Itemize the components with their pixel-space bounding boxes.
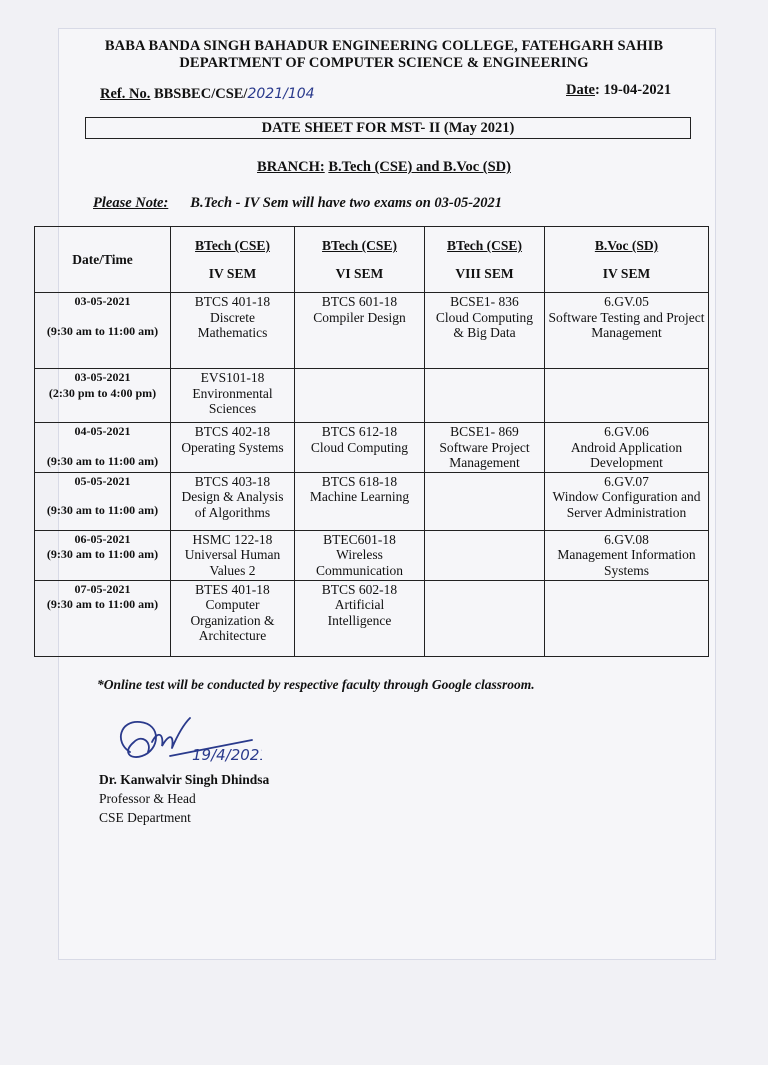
exam-date: 06-05-2021 xyxy=(74,531,131,546)
date-value: : 19-04-2021 xyxy=(595,82,672,98)
table-row xyxy=(35,293,709,369)
table-row xyxy=(35,369,709,423)
exam-date: 03-05-2021 xyxy=(74,294,131,308)
subject-cell xyxy=(425,580,545,656)
subject-cell: HSMC 122-18 Universal Human Values 2 xyxy=(171,530,295,580)
date-sheet-table xyxy=(34,226,709,657)
online-test-note: *Online test will be conducted by respective faculty through Google classroom. xyxy=(97,677,535,692)
table-header-row xyxy=(35,227,709,293)
exam-time: (9:30 am to 11:00 am) xyxy=(46,323,159,338)
ref-handwritten: 2021/104 xyxy=(247,86,315,102)
subject-cell: BTCS 601-18 Compiler Design xyxy=(295,293,425,369)
subject-cell: 6.GV.08 Management Information Systems xyxy=(545,530,709,580)
subject-cell: 6.GV.06 Android Application Development xyxy=(545,423,709,473)
exam-date: 04-05-2021 xyxy=(74,424,131,438)
exam-time: (9:30 am to 11:00 am) xyxy=(46,503,159,517)
table-row xyxy=(35,530,709,580)
exam-date: 03-05-2021 xyxy=(74,370,131,384)
subject-cell: BTCS 602-18 Artificial Intelligence xyxy=(295,580,425,656)
note-label: Please Note: xyxy=(93,195,169,211)
subject-cell xyxy=(425,472,545,530)
date-time-cell xyxy=(35,580,171,656)
subject-cell: BTCS 612-18 Cloud Computing xyxy=(295,423,425,473)
signatory-designation: Professor & Head xyxy=(99,791,196,806)
subject-cell xyxy=(545,369,709,423)
ref-prefix: BBSBEC/CSE/ xyxy=(153,86,248,102)
subject-cell: 6.GV.05 Software Testing and Project Management xyxy=(545,293,709,369)
exam-time: (9:30 am to 11:00 am) xyxy=(46,597,159,611)
note-text: B.Tech - IV Sem will have two exams on 03-05-2021 xyxy=(190,195,503,211)
subject-cell: BTEC601-18 Wireless Communication xyxy=(295,530,425,580)
subject-cell: BTCS 401-18 Discrete Mathematics xyxy=(171,293,295,369)
signature-scribble-icon xyxy=(112,712,262,772)
branch-line xyxy=(0,159,768,176)
reference-number xyxy=(100,86,315,103)
exam-time: (2:30 pm to 4:00 pm) xyxy=(48,385,157,400)
date-sheet-title: DATE SHEET FOR MST- II (May 2021) xyxy=(85,117,691,139)
column-header: B.Voc (SD) IV SEM xyxy=(545,227,709,293)
date-time-cell xyxy=(35,472,171,530)
exam-time: (9:30 am to 11:00 am) xyxy=(46,453,159,468)
signature xyxy=(112,712,262,772)
column-header: BTech (CSE) VIII SEM xyxy=(425,227,545,293)
column-header: BTech (CSE) VI SEM xyxy=(295,227,425,293)
date-label: Date xyxy=(566,82,595,98)
date-time-cell xyxy=(35,530,171,580)
branch-label: BRANCH: xyxy=(257,159,325,175)
subject-cell: 6.GV.07 Window Configuration and Server Administration xyxy=(545,472,709,530)
subject-cell xyxy=(545,580,709,656)
department-name: DEPARTMENT OF COMPUTER SCIENCE & ENGINEERING xyxy=(179,55,589,71)
branch-value: B.Tech (CSE) and B.Voc (SD) xyxy=(328,159,511,175)
subject-cell: BCSE1- 869 Software Project Management xyxy=(425,423,545,473)
exam-date: 07-05-2021 xyxy=(74,581,131,596)
date-time-cell xyxy=(35,369,171,423)
please-note xyxy=(93,195,502,212)
signatory-department: CSE Department xyxy=(99,810,191,825)
subject-cell: BCSE1- 836 Cloud Computing & Big Data xyxy=(425,293,545,369)
issue-date xyxy=(566,82,671,99)
date-time-header: Date/Time xyxy=(35,227,171,293)
exam-date: 05-05-2021 xyxy=(74,473,131,488)
subject-cell: BTCS 403-18 Design & Analysis of Algorithms xyxy=(171,472,295,530)
column-header: BTech (CSE) IV SEM xyxy=(171,227,295,293)
subject-cell: BTCS 402-18 Operating Systems xyxy=(171,423,295,473)
subject-cell: BTES 401-18 Computer Organization & Architecture xyxy=(171,580,295,656)
table-row xyxy=(35,472,709,530)
table-row xyxy=(35,580,709,656)
college-name: BABA BANDA SINGH BAHADUR ENGINEERING COLLEGE, FATEHGARH SAHIB xyxy=(104,38,664,54)
signatory-block xyxy=(99,770,269,827)
exam-time: (9:30 am to 11:00 am) xyxy=(46,547,159,561)
signature-date: 19/4/2021 xyxy=(192,746,262,764)
date-time-cell xyxy=(35,293,171,369)
subject-cell: EVS101-18 Environmental Sciences xyxy=(171,369,295,423)
subject-cell xyxy=(425,530,545,580)
subject-cell xyxy=(425,369,545,423)
ref-label: Ref. No. xyxy=(100,86,151,102)
table-row xyxy=(35,423,709,473)
signatory-name: Dr. Kanwalvir Singh Dhindsa xyxy=(99,772,270,787)
date-time-cell xyxy=(35,423,171,473)
subject-cell xyxy=(295,369,425,423)
subject-cell: BTCS 618-18 Machine Learning xyxy=(295,472,425,530)
